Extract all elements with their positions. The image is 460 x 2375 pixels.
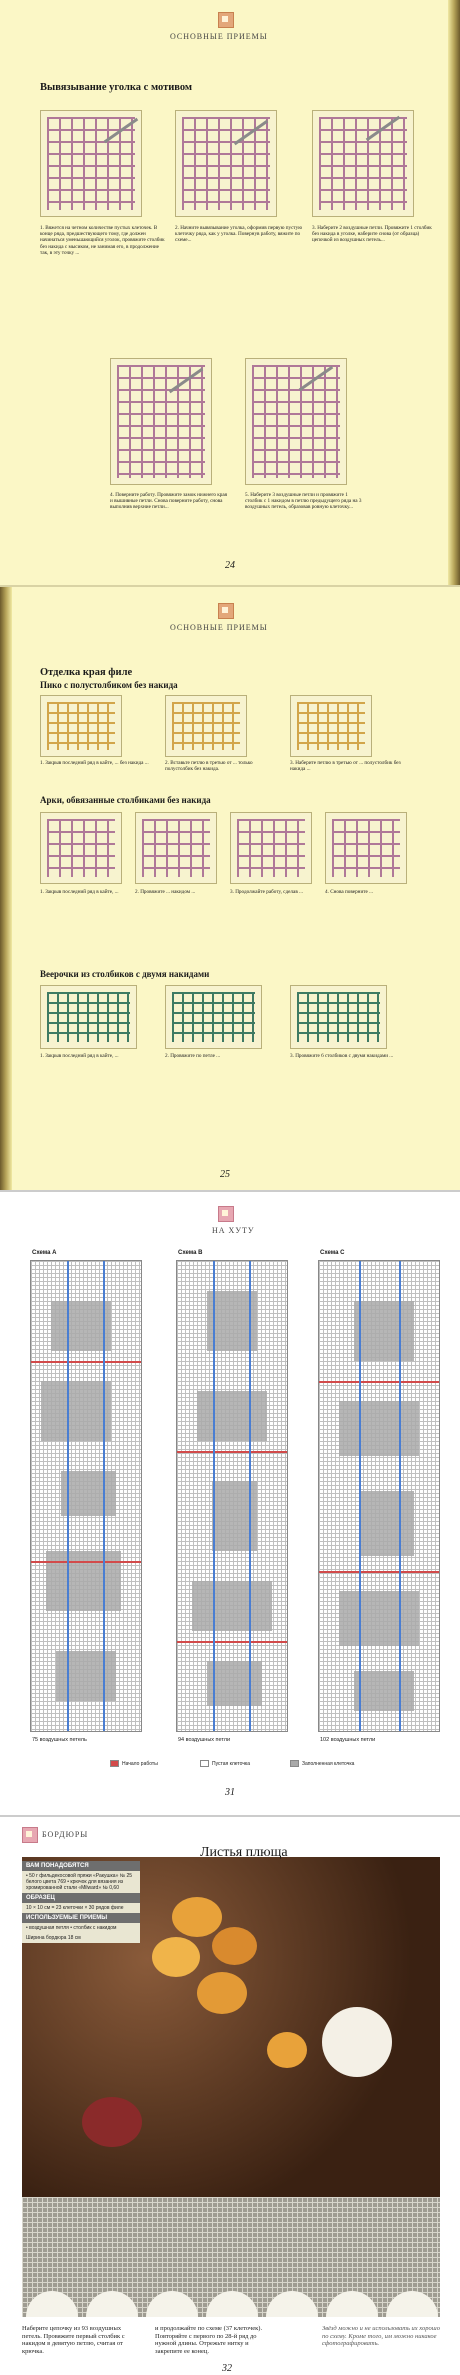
body-text-col2: и продолжайте по схеме (37 клеточек). Повторяйте с первого по 28-й ряд до нужной длины. Отрежьте нитку и закрепите ее конец. [155, 2325, 263, 2355]
running-head: БОРДЮРЫ [42, 1830, 89, 1839]
fan-caption-2: 2. Провяжите по петле ... [165, 1053, 221, 1059]
legend-swatch-empty [200, 1760, 209, 1767]
running-head: ОСНОВНЫЕ ПРИЕМЫ [170, 32, 268, 41]
fan-caption-1: 1. Закрыв последний ряд в кайте, ... [40, 1053, 119, 1059]
info-box [22, 1861, 140, 1943]
info-header-materials: ВАМ ПОНАДОБЯТСЯ [22, 1861, 140, 1871]
page-number: 31 [225, 1787, 235, 1798]
subsection-title-1: Пико с полустолбиком без накида [40, 680, 178, 690]
fan-photo-2 [165, 985, 262, 1049]
section-logo-icon [218, 1206, 234, 1222]
arch-caption-1: 1. Закрыв последний ряд в кайте, ... [40, 889, 119, 895]
scheme-a-label: Схема A [32, 1250, 57, 1256]
fan-photo-3 [290, 985, 387, 1049]
page-24 [0, 0, 460, 585]
section-logo-icon [218, 603, 234, 619]
caption-2: 2. Начните вывязывание уголка, оформив первую пустую клеточку ряда, как у уголка. Повернув работу, вяжите по схеме... [175, 225, 303, 244]
section-logo-icon [22, 1827, 38, 1843]
arch-photo-3 [230, 812, 312, 884]
book-spine [0, 587, 12, 1190]
info-text-techniques: • воздушная петля • столбик с накидом [26, 1925, 117, 1931]
scheme-c-grid [318, 1260, 440, 1732]
pico-photo-3 [290, 695, 372, 757]
arch-photo-1 [40, 812, 122, 884]
legend-filled: Заполненная клеточка [290, 1760, 354, 1767]
fan-photo-1 [40, 985, 137, 1049]
info-text-width: Ширина бордюра 18 см [26, 1935, 81, 1941]
scheme-b-grid [176, 1260, 288, 1732]
arch-photo-2 [135, 812, 217, 884]
body-text-col3: Звёзд можно и не использовать их хорошо по схему. Кроме того, им можно никакое сфотографировать. [322, 2325, 440, 2347]
scheme-b-label: Схема B [178, 1250, 203, 1256]
legend-empty: Пустая клеточка [200, 1760, 250, 1767]
lace-border-photo [22, 2197, 440, 2317]
caption-3: 3. Наберите 2 воздушные петли. Провяжите 1 столбик без накида в уголке, наберите снова (от образца) цепочкой из воздушных петель... [312, 225, 432, 244]
caption-1: 1. Вяжется на четном количестве пустых клеточек. В конце ряда, предшествующего тому, где должен начинаться уменьшающийся уголок, провяжите столбик без накида с мысиком, не занимая его, в продолжение так, в эту точку ... [40, 225, 165, 256]
book-spine [448, 0, 460, 585]
pico-caption-2: 2. Вставьте петлю в третью от ... только полустолбик без накида. [165, 760, 253, 773]
scheme-c-label: Схема C [320, 1250, 345, 1256]
step-photo-4 [110, 358, 212, 485]
pico-caption-3: 3. Наберите петлю в третью от ... полустолбик без накида ... [290, 760, 401, 773]
scheme-c-foot: 102 воздушных петли [320, 1737, 376, 1743]
arch-photo-4 [325, 812, 407, 884]
legend-swatch-filled [290, 1760, 299, 1767]
subsection-title-3: Веерочки из столбиков с двумя накидами [40, 969, 210, 979]
arch-caption-2: 2. Провяжите ... накидом ... [135, 889, 196, 895]
page-number: 25 [220, 1169, 230, 1180]
info-header-techniques: ИСПОЛЬЗУЕМЫЕ ПРИЕМЫ [22, 1913, 140, 1923]
arch-caption-3: 3. Продолжайте работу, сделав ... [230, 889, 303, 895]
body-text-col1: Наберите цепочку из 93 воздушных петель. Провяжите первый столбик с накидом в девятую петлю, считая от крючка. [22, 2325, 125, 2355]
info-text-sample: 10 × 10 см = 23 клеточки × 30 рядов филе [26, 1905, 124, 1911]
running-head: ОСНОВНЫЕ ПРИЕМЫ [170, 623, 268, 632]
scheme-a-foot: 75 воздушных петель [32, 1737, 87, 1743]
step-photo-2 [175, 110, 277, 217]
section-title: Вывязывание уголка с мотивом [40, 82, 193, 93]
page-32 [0, 1815, 460, 2375]
caption-4: 4. Поверните работу. Провяжите замок нижнего края и вышивные петли. Снова поверните работу, снова выполнив верхние петли... [110, 492, 228, 511]
page-number: 24 [225, 560, 235, 571]
fan-caption-3: 3. Провяжите 6 столбиков с двумя накидами ... [290, 1053, 394, 1059]
pico-photo-2 [165, 695, 247, 757]
pattern-title: Листья плюща [200, 1845, 288, 1860]
legend-swatch-start [110, 1760, 119, 1767]
legend-start: Начало работы [110, 1760, 158, 1767]
pico-caption-1: 1. Закрыв последний ряд в кайте, ... без накида ... [40, 760, 149, 766]
section-logo-icon [218, 12, 234, 28]
info-header-sample: ОБРАЗЕЦ [22, 1893, 140, 1903]
scheme-b-foot: 94 воздушных петли [178, 1737, 231, 1743]
caption-5: 5. Наберите 3 воздушные петли и провяжите 1 столбик с 1 накидом в петлю предыдущего ряда на 3 воздушных петель, образовав ровную клеточку... [245, 492, 362, 511]
page-25 [0, 585, 460, 1190]
info-text-materials: • 50 г фильдекосовой пряжи «Ракушка» № 25 белого цвета 769 • крючок для вязания из хромированной стали «Milward» № 0,60 [26, 1873, 133, 1891]
page-number: 32 [222, 2363, 232, 2374]
page-31 [0, 1190, 460, 1815]
subsection-title-2: Арки, обвязанные столбиками без накида [40, 795, 211, 805]
running-head: НА ХУТУ [212, 1226, 255, 1235]
step-photo-1 [40, 110, 142, 217]
section-title: Отделка края филе [40, 667, 133, 678]
arch-caption-4: 4. Снова поверните ... [325, 889, 373, 895]
step-photo-3 [312, 110, 414, 217]
step-photo-5 [245, 358, 347, 485]
pico-photo-1 [40, 695, 122, 757]
scheme-a-grid [30, 1260, 142, 1732]
